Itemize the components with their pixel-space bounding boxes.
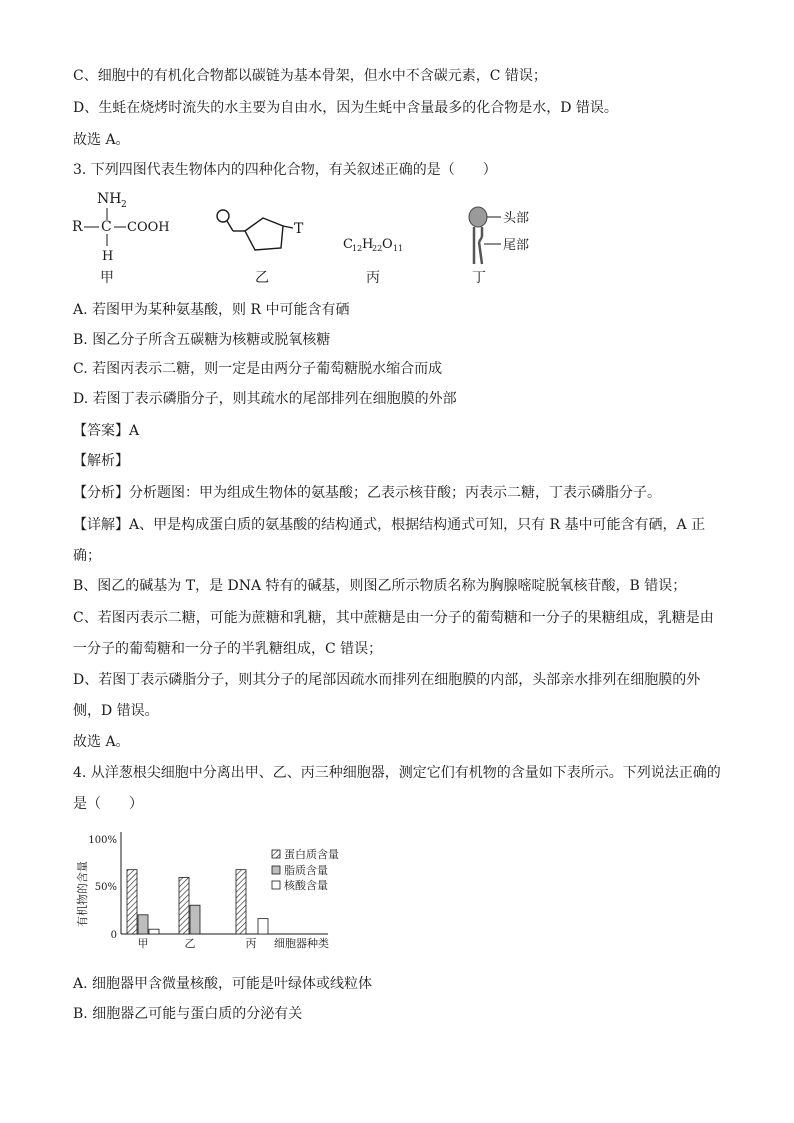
detail-text: 一分子的葡萄糖和一分子的半乳糖组成，C 错误； [73,641,383,657]
svg-text:11: 11 [393,244,404,253]
option-a: A. 若图甲为某种氨基酸，则 R 中可能含有硒 [73,302,350,318]
analysis-heading: 【解析】 [73,453,129,469]
option-b: B. 图乙分子所含五碳糖为核糖或脱氧核糖 [73,332,331,348]
detail-text: D、若图丁表示磷脂分子，则其分子的尾部因疏水而排列在细胞膜的内部，头部亲水排列在细胞膜的外 [73,672,701,688]
legend-swatch-lipid [272,866,280,874]
option-b: B. 细胞器乙可能与蛋白质的分泌有关 [73,1006,303,1022]
svg-text:C: C [343,237,353,252]
bar-nucleic [258,919,268,934]
x-tick-label: 甲 [137,937,149,950]
bar-protein [127,870,137,934]
legend-label: 蛋白质含量 [284,848,339,861]
x-tick-label: 乙 [184,937,196,950]
figure-label-bing: 丙 [366,270,380,286]
text-line: C、细胞中的有机化合物都以碳链为基本骨架，但水中不含碳元素，C 错误； [73,68,547,84]
answer-label: 【答案】A [73,423,140,439]
nh2-label: NH [97,191,122,207]
option-c: C. 若图丙表示二糖，则一定是由两分子葡萄糖脱水缩合而成 [73,361,443,377]
figure-bing [340,228,420,286]
c-label: C [101,219,112,235]
option-a: A. 细胞器甲含微量核酸，可能是叶绿体或线粒体 [73,976,373,992]
y-axis-label: 有机物的含量 [76,861,89,927]
detail-text: B、图乙的碱基为 T，是 DNA 特有的碱基，则图乙所示物质名称为胸腺嘧啶脱氧核苷酸，B 错误； [73,578,687,594]
figure-ding [455,204,555,286]
svg-text:H: H [362,237,374,252]
question-3-stem: 3. 下列四图代表生物体内的四种化合物，有关叙述正确的是（ ） [73,162,497,178]
detail-text: 【详解】A、甲是构成蛋白质的氨基酸的结构通式，根据结构通式可知，只有 R 基中可能含有硒，A 正 [73,517,706,533]
bar-lipid [190,905,200,934]
tail-label: 尾部 [503,238,530,253]
detail-text: C、若图丙表示二糖，可能为蔗糖和乳糖，其中蔗糖是由一分子的葡萄糖和一分子的果糖组成，乳糖是由 [73,610,714,626]
figure-jia [70,186,180,286]
phosphate-circle [217,210,229,222]
legend-swatch-protein [272,850,280,858]
option-d: D. 若图丁表示磷脂分子，则其疏水的尾部排列在细胞膜的外部 [73,391,457,407]
x-axis-label: 细胞器种类 [274,937,329,950]
y-tick-label: 0 [110,930,117,941]
figure-yi [205,200,315,286]
y-tick-label: 100% [88,835,117,846]
h-label: H [102,249,114,264]
y-tick-label: 50% [94,882,117,893]
nh2-subscript: 2 [121,200,127,210]
organelle-chart [70,826,360,956]
phospholipid-head [469,207,487,227]
text-line: D、生蚝在烧烤时流失的水主要为自由水，因为生蚝中含量最多的化合物是水，D 错误。 [73,100,618,116]
bar-lipid [138,915,148,934]
figure-label-jia: 甲 [100,270,114,286]
bar-nucleic [149,929,159,934]
question-4-stem: 是（ ） [73,796,143,812]
svg-text:O: O [382,237,393,252]
cooh-label: COOH [127,220,170,235]
legend [272,847,339,892]
figure-label-ding: 丁 [472,270,486,286]
r-label: R [72,219,83,235]
bar-protein [236,870,246,934]
detail-text: 故选 A。 [73,734,130,750]
svg-text:22: 22 [372,244,383,253]
legend-label: 核酸含量 [284,879,328,892]
base-t-label: T [294,221,304,237]
figure-label-yi: 乙 [255,270,269,286]
pentose-ring [245,218,283,250]
analysis-text: 【分析】分析题图：甲为组成生物体的氨基酸；乙表示核苷酸；丙表示二糖，丁表示磷脂分子。 [73,485,661,501]
x-tick-label: 丙 [245,937,257,950]
bar-protein [179,877,189,934]
svg-text:12: 12 [352,244,363,253]
legend-swatch-nucleic [272,881,280,889]
question-4-stem: 4. 从洋葱根尖细胞中分离出甲、乙、丙三种细胞器，测定它们有机物的含量如下表所示。下列说法正确的 [73,765,721,781]
text-line: 故选 A。 [73,132,130,148]
head-label: 头部 [503,211,530,226]
legend-label: 脂质含量 [284,864,328,877]
detail-text: 确； [73,548,101,564]
detail-text: 侧，D 错误。 [73,703,159,719]
